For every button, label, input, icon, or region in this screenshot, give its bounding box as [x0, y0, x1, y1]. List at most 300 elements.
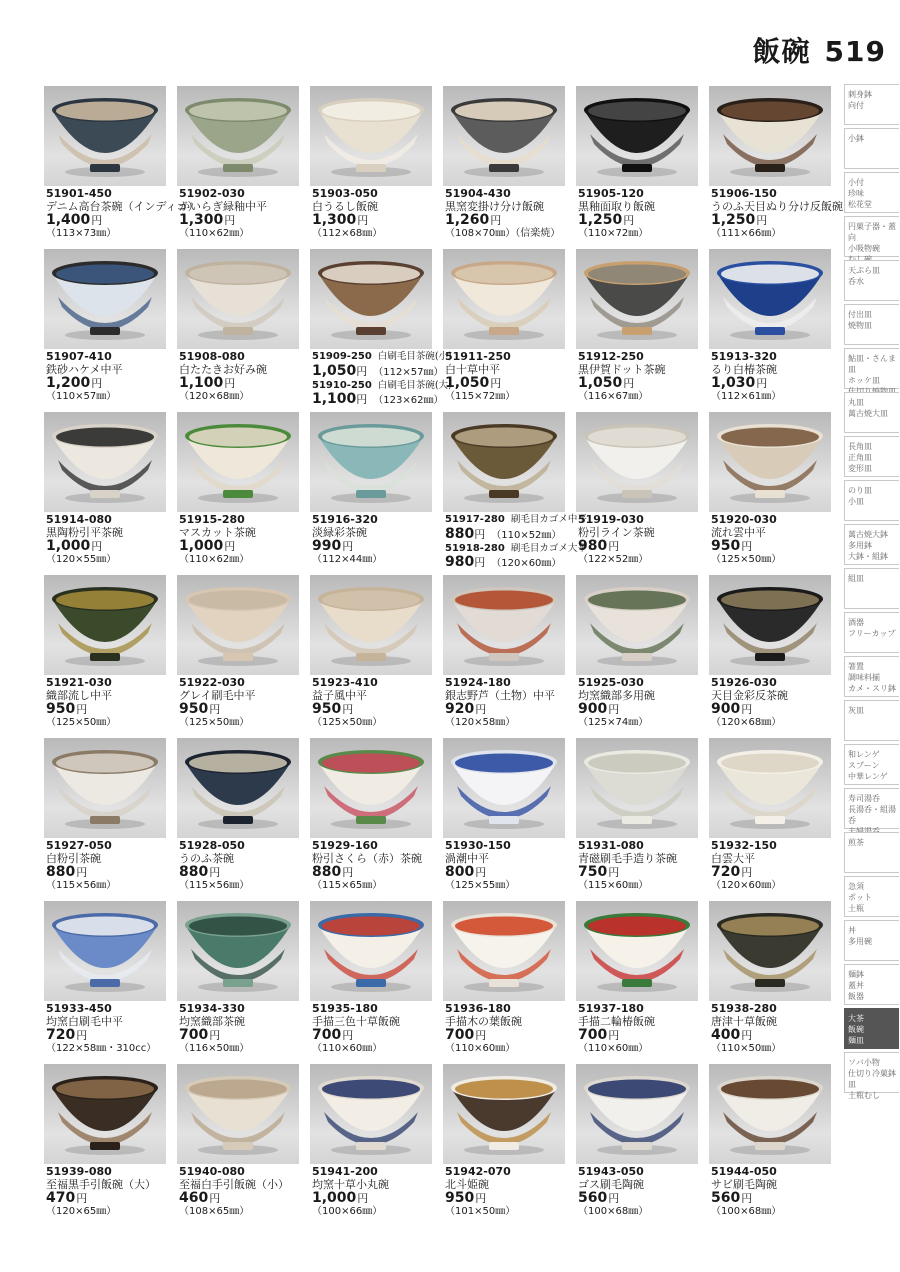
product-price — [445, 1028, 573, 1043]
product-info — [179, 1003, 307, 1056]
price-value: 920 — [445, 701, 475, 717]
product-price — [711, 1191, 839, 1206]
product-size: （120×55㎜） — [46, 554, 117, 565]
sidebar-tab-label: 松花堂 — [848, 200, 872, 209]
product-price — [445, 1191, 573, 1206]
product-price — [711, 702, 839, 717]
product-price — [179, 1028, 307, 1043]
product-size: （125×74㎜） — [578, 717, 649, 728]
product-size: （110×50㎜） — [711, 1043, 782, 1054]
product-photo — [443, 86, 565, 186]
product-price — [179, 213, 307, 228]
sidebar-tab[interactable] — [844, 172, 899, 213]
page-header — [753, 30, 886, 70]
product-code-text: 51918-280 — [445, 542, 505, 554]
sidebar-tab[interactable] — [844, 700, 899, 741]
product-size: （125×55㎜） — [445, 880, 516, 891]
product-name: 粉引ライン茶碗 — [578, 525, 655, 539]
bowl-image — [310, 901, 432, 1001]
sidebar-tab-label: 大茶 — [848, 1014, 864, 1023]
product-size: （115×72㎜） — [445, 391, 516, 402]
product-code-text: 51910-250 — [312, 379, 372, 391]
sidebar-tab-label: 多用鉢 — [848, 541, 872, 550]
product-info — [578, 514, 706, 567]
price-value: 700 — [312, 1027, 342, 1043]
product-code: 51919-030 — [578, 513, 644, 526]
product-info — [46, 1003, 174, 1056]
bowl-image — [44, 901, 166, 1001]
sidebar-tab-label: 大鉢・組鉢 — [848, 552, 888, 561]
product-name: 北斗姫碗 — [445, 1177, 489, 1191]
sidebar-tab[interactable] — [844, 216, 899, 257]
price-value: 880 — [445, 525, 475, 542]
product-info — [578, 677, 706, 730]
price-unit: 円 — [608, 1029, 620, 1042]
price-value: 980 — [445, 554, 475, 570]
price-unit: 円 — [209, 703, 221, 716]
sidebar-tab-label: 煎茶 — [848, 838, 864, 847]
product-photo — [310, 1064, 432, 1164]
product-photo — [44, 575, 166, 675]
product-price — [312, 213, 440, 228]
product-code-text: 51909-250 — [312, 351, 372, 362]
product-size: （112×68㎜） — [312, 228, 383, 239]
product-info — [445, 840, 573, 893]
price-value: 1,400 — [46, 212, 91, 228]
product-info — [578, 188, 706, 241]
sidebar-tab[interactable] — [844, 304, 899, 345]
product-code: 51930-150 — [445, 839, 511, 852]
product-info — [46, 677, 174, 730]
sidebar-tab-label: 急須 — [848, 882, 864, 891]
product-photo — [443, 738, 565, 838]
price-value: 880 — [312, 864, 342, 880]
product-size: （120×58㎜） — [445, 717, 516, 728]
price-unit: 円 — [342, 866, 354, 879]
product-code: 51942-070 — [445, 1165, 511, 1178]
price-value: 1,300 — [312, 212, 357, 228]
product-code: 51911-250 — [445, 350, 511, 363]
price-value: 950 — [445, 1190, 475, 1206]
product-info — [312, 351, 452, 408]
bowl-image — [44, 86, 166, 186]
sidebar-tab-label: 組皿 — [848, 574, 864, 583]
sidebar-tab[interactable] — [844, 612, 899, 653]
sidebar-tab[interactable] — [844, 656, 899, 697]
product-size: （110×52㎜） — [491, 529, 562, 541]
price-unit: 円 — [91, 540, 103, 553]
price-unit: 円 — [209, 866, 221, 879]
sidebar-tab[interactable] — [844, 920, 899, 961]
sidebar-tab-label: 付出皿 — [848, 310, 872, 319]
sidebar-tab-label: 萬古焼大鉢 — [848, 530, 888, 539]
product-photo — [310, 86, 432, 186]
price-value: 1,030 — [711, 375, 756, 391]
product-size: （120×60㎜） — [491, 558, 562, 569]
product-info — [179, 1166, 307, 1219]
sidebar-tab-label: ホッケ皿 — [848, 376, 880, 385]
price-unit: 円 — [342, 703, 354, 716]
product-code: 51934-330 — [179, 1002, 245, 1015]
price-unit: 円 — [475, 703, 487, 716]
price-value: 1,050 — [312, 362, 357, 379]
product-name: 手描木の葉飯碗 — [445, 1014, 522, 1028]
product-price — [445, 555, 573, 571]
product-price — [179, 539, 307, 554]
sidebar-tab[interactable] — [844, 964, 899, 1005]
price-unit: 円 — [490, 377, 502, 390]
sidebar-tab-label: 麺鉢 — [848, 970, 864, 979]
product-name: 均窯織部多用碗 — [578, 688, 655, 702]
product-code: 51937-180 — [578, 1002, 644, 1015]
product-price — [711, 1028, 839, 1043]
product-photo — [709, 575, 831, 675]
product-code: 51916-320 — [312, 513, 378, 526]
price-value: 1,100 — [312, 391, 357, 407]
product-code: 51914-080 — [46, 513, 112, 526]
price-value: 720 — [46, 1027, 76, 1043]
bowl-image — [576, 575, 698, 675]
product-name: デニム高台茶碗（インディゴ） — [46, 199, 199, 213]
sidebar-tab-label: 麺皿 — [848, 1036, 864, 1045]
bowl-image — [177, 1064, 299, 1164]
product-info — [179, 840, 307, 893]
product-size: （122×52㎜） — [578, 554, 649, 565]
price-value: 470 — [46, 1190, 76, 1206]
product-code: 51923-410 — [312, 676, 378, 689]
product-photo — [709, 412, 831, 512]
sidebar-tab-label: 鮎皿・さんま皿 — [848, 354, 896, 374]
sidebar-tab-label: 丸皿 — [848, 398, 864, 407]
product-price — [312, 391, 444, 408]
product-code: 51938-280 — [711, 1002, 777, 1015]
bowl-image — [576, 249, 698, 349]
price-value: 950 — [711, 538, 741, 554]
product-name: 均窯織部茶碗 — [179, 1014, 245, 1028]
product-size: （116×67㎜） — [578, 391, 649, 402]
product-code: 51933-450 — [46, 1002, 112, 1015]
product-name: 黒伊賀ドット茶碗 — [578, 362, 666, 376]
product-size: （120×60㎜） — [711, 880, 782, 891]
sidebar-tab[interactable] — [844, 832, 899, 873]
product-size: （122×58㎜・310cc） — [46, 1043, 157, 1054]
product-code-text: 51917-280 — [445, 514, 505, 525]
product-info — [578, 840, 706, 893]
product-price — [711, 865, 839, 880]
product-photo — [709, 249, 831, 349]
price-value: 900 — [711, 701, 741, 717]
product-name: 黒窯変掛け分け飯碗 — [445, 199, 544, 213]
price-value: 700 — [578, 1027, 608, 1043]
bowl-image — [310, 738, 432, 838]
product-size: （120×68㎜） — [711, 717, 782, 728]
product-photo — [310, 575, 432, 675]
price-unit: 円 — [342, 540, 354, 553]
product-price — [312, 1028, 440, 1043]
product-code: 51912-250 — [578, 350, 644, 363]
price-value: 560 — [711, 1190, 741, 1206]
bowl-image — [177, 412, 299, 512]
product-name: 至福黒手引飯碗（大） — [46, 1177, 156, 1191]
product-info — [711, 1003, 839, 1056]
product-photo — [177, 249, 299, 349]
product-name: うのふ天目ぬり分け反飯碗 — [711, 199, 843, 213]
product-info — [445, 1003, 573, 1056]
price-value: 460 — [179, 1190, 209, 1206]
price-value: 1,050 — [578, 375, 623, 391]
product-size: （115×56㎜） — [46, 880, 117, 891]
sidebar-tab[interactable] — [844, 84, 899, 125]
price-value: 560 — [578, 1190, 608, 1206]
price-unit: 円 — [357, 214, 369, 227]
price-value: 980 — [578, 538, 608, 554]
product-photo — [443, 575, 565, 675]
product-name: 淡緑彩茶碗 — [312, 525, 367, 539]
price-value: 1,100 — [179, 375, 224, 391]
price-value: 1,250 — [578, 212, 623, 228]
price-unit: 円 — [608, 1192, 620, 1205]
product-price — [46, 539, 174, 554]
product-code: 51940-080 — [179, 1165, 245, 1178]
product-code: 51926-030 — [711, 676, 777, 689]
product-photo — [44, 412, 166, 512]
product-code: 51944-050 — [711, 1165, 777, 1178]
product-code: 51906-150 — [711, 187, 777, 200]
product-info — [711, 514, 839, 567]
bowl-image — [443, 901, 565, 1001]
product-price — [711, 213, 839, 228]
product-code: 51920-030 — [711, 513, 777, 526]
bowl-image — [310, 1064, 432, 1164]
product-price — [578, 1028, 706, 1043]
price-unit: 円 — [209, 1029, 221, 1042]
sidebar-tab-label: 呑水 — [848, 277, 864, 286]
product-price — [711, 376, 839, 391]
product-name: 刷毛目カゴメ大平 — [510, 542, 587, 554]
product-name: 渦潮中平 — [445, 851, 489, 865]
product-name: かいらぎ緑釉中平 — [179, 199, 267, 213]
product-name: 均窯十草小丸碗 — [312, 1177, 389, 1191]
product-name: 織部流し中平 — [46, 688, 112, 702]
price-unit: 円 — [741, 866, 753, 879]
bowl-image — [177, 249, 299, 349]
product-code: 51907-410 — [46, 350, 112, 363]
product-price — [46, 213, 174, 228]
price-value: 700 — [179, 1027, 209, 1043]
product-code: 51927-050 — [46, 839, 112, 852]
price-value: 1,000 — [179, 538, 224, 554]
product-info — [312, 188, 440, 241]
product-price — [445, 527, 573, 543]
sidebar-tab[interactable] — [844, 480, 899, 521]
price-unit: 円 — [490, 214, 502, 227]
product-name: 手描三色十草飯碗 — [312, 1014, 400, 1028]
product-price — [312, 702, 440, 717]
product-info — [711, 1166, 839, 1219]
sidebar-tab-label: 萬古焼大皿 — [848, 409, 888, 418]
product-code: 51935-180 — [312, 1002, 378, 1015]
product-photo — [576, 249, 698, 349]
price-unit: 円 — [756, 214, 768, 227]
sidebar-tab-label: 仕切り冷菓鉢皿 — [848, 1069, 896, 1089]
sidebar-tab[interactable] — [844, 876, 899, 917]
sidebar-tab-label: 蓋丼 — [848, 981, 864, 990]
product-code: 51928-050 — [179, 839, 245, 852]
price-unit: 円 — [623, 377, 635, 390]
price-unit: 円 — [342, 1029, 354, 1042]
product-photo — [310, 412, 432, 512]
sidebar-tab[interactable] — [844, 788, 899, 829]
sidebar-tab[interactable] — [844, 348, 899, 389]
product-size: （100×66㎜） — [312, 1206, 383, 1217]
product-info — [445, 1166, 573, 1219]
bowl-image — [443, 738, 565, 838]
product-info — [578, 1003, 706, 1056]
sidebar-tab-label: 調味料揃 — [848, 673, 880, 682]
product-name: 白雲大平 — [711, 851, 755, 865]
sidebar-tab[interactable] — [844, 524, 899, 565]
product-name: 黒陶粉引平茶碗 — [46, 525, 123, 539]
product-code: 51901-450 — [46, 187, 112, 200]
product-photo — [177, 901, 299, 1001]
price-unit: 円 — [209, 1192, 221, 1205]
sidebar-tab-label: 小鉢 — [848, 134, 864, 143]
sidebar-tab-label: 箸置 — [848, 662, 864, 671]
product-info — [179, 351, 307, 404]
product-name: サビ刷毛陶碗 — [711, 1177, 777, 1191]
product-info — [179, 514, 307, 567]
price-unit: 円 — [224, 377, 236, 390]
sidebar-tab-label: ポット — [848, 893, 872, 902]
product-info — [578, 351, 706, 404]
product-info — [179, 188, 307, 241]
sidebar-tab-label: カメ・スリ鉢 — [848, 684, 896, 693]
product-size: （115×60㎜） — [578, 880, 649, 891]
product-price — [578, 865, 706, 880]
product-price — [445, 213, 573, 228]
price-unit: 円 — [76, 1029, 88, 1042]
product-price — [711, 539, 839, 554]
product-price — [179, 865, 307, 880]
price-unit: 円 — [741, 1192, 753, 1205]
product-price — [445, 376, 573, 391]
sidebar-tab-label: 土瓶 — [848, 904, 864, 913]
product-photo — [576, 738, 698, 838]
product-photo — [177, 412, 299, 512]
price-unit: 円 — [608, 866, 620, 879]
product-size: （120×68㎜） — [179, 391, 250, 402]
sidebar-tab[interactable] — [844, 1008, 899, 1049]
sidebar-tab[interactable] — [844, 392, 899, 433]
bowl-image — [310, 412, 432, 512]
product-name: ゴス刷毛陶碗 — [578, 1177, 644, 1191]
bowl-image — [443, 249, 565, 349]
sidebar-tab[interactable] — [844, 1052, 899, 1100]
sidebar-tab[interactable] — [844, 744, 899, 785]
price-unit: 円 — [741, 703, 753, 716]
bowl-image — [310, 575, 432, 675]
product-name: るり白椿茶碗 — [711, 362, 777, 376]
sidebar-tab-label: 珍味 — [848, 189, 864, 198]
product-size: （110×60㎜） — [445, 1043, 516, 1054]
product-photo — [443, 901, 565, 1001]
product-size: （101×50㎜） — [445, 1206, 516, 1217]
product-price — [578, 213, 706, 228]
bowl-image — [44, 738, 166, 838]
product-code: 51925-030 — [578, 676, 644, 689]
product-code: 51915-280 — [179, 513, 245, 526]
price-value: 750 — [578, 864, 608, 880]
product-price — [179, 1191, 307, 1206]
price-unit: 円 — [357, 1192, 369, 1205]
product-price — [46, 376, 174, 391]
sidebar-tab-label: 飯碗 — [848, 1025, 864, 1034]
sidebar-tab-label: フリーカップ — [848, 629, 896, 638]
product-size: （110×62㎜） — [179, 228, 250, 239]
sidebar-tab-label: のり皿 — [848, 486, 872, 495]
price-value: 800 — [445, 864, 475, 880]
product-info — [46, 351, 174, 404]
bowl-image — [576, 1064, 698, 1164]
product-info — [445, 514, 587, 571]
product-name: マスカット茶碗 — [179, 525, 256, 539]
product-name: 手描二輪椿飯碗 — [578, 1014, 655, 1028]
bowl-image — [443, 86, 565, 186]
product-info — [179, 677, 307, 730]
product-name: 益子風中平 — [312, 688, 367, 702]
product-code: 51908-080 — [179, 350, 245, 363]
product-photo — [177, 1064, 299, 1164]
price-unit: 円 — [91, 377, 103, 390]
sidebar-tab[interactable] — [844, 568, 899, 609]
product-size: （120×65㎜） — [46, 1206, 117, 1217]
product-code: 51931-080 — [578, 839, 644, 852]
sidebar-tab[interactable] — [844, 436, 899, 477]
product-name: 白十草中平 — [445, 362, 500, 376]
price-value: 880 — [179, 864, 209, 880]
sidebar-tab-label: 中華レンゲ — [848, 772, 888, 781]
product-name: うのふ茶碗 — [179, 851, 234, 865]
bowl-image — [709, 86, 831, 186]
sidebar-tab-label: 酒器 — [848, 618, 864, 627]
price-unit: 円 — [741, 540, 753, 553]
product-code: 51943-050 — [578, 1165, 644, 1178]
product-photo — [177, 86, 299, 186]
bowl-image — [177, 86, 299, 186]
sidebar-tab[interactable] — [844, 260, 899, 301]
page-number: 519 — [824, 35, 886, 68]
product-code: 51905-120 — [578, 187, 644, 200]
sidebar-tab[interactable] — [844, 128, 899, 169]
product-size: （125×50㎜） — [312, 717, 383, 728]
product-name: 至福白手引飯碗（小） — [179, 1177, 289, 1191]
price-unit: 円 — [224, 214, 236, 227]
product-name: 白うるし飯碗 — [312, 199, 378, 213]
bowl-image — [576, 412, 698, 512]
product-info — [711, 840, 839, 893]
price-value: 880 — [46, 864, 76, 880]
sidebar-tab-label: 刺身鉢 — [848, 90, 872, 99]
product-code: 51932-150 — [711, 839, 777, 852]
product-size: （110×60㎜） — [578, 1043, 649, 1054]
bowl-image — [443, 1064, 565, 1164]
price-value: 1,000 — [312, 1190, 357, 1206]
price-value: 900 — [578, 701, 608, 717]
bowl-image — [709, 412, 831, 512]
price-unit: 円 — [741, 1029, 753, 1042]
price-unit: 円 — [76, 703, 88, 716]
product-info — [312, 1166, 440, 1219]
